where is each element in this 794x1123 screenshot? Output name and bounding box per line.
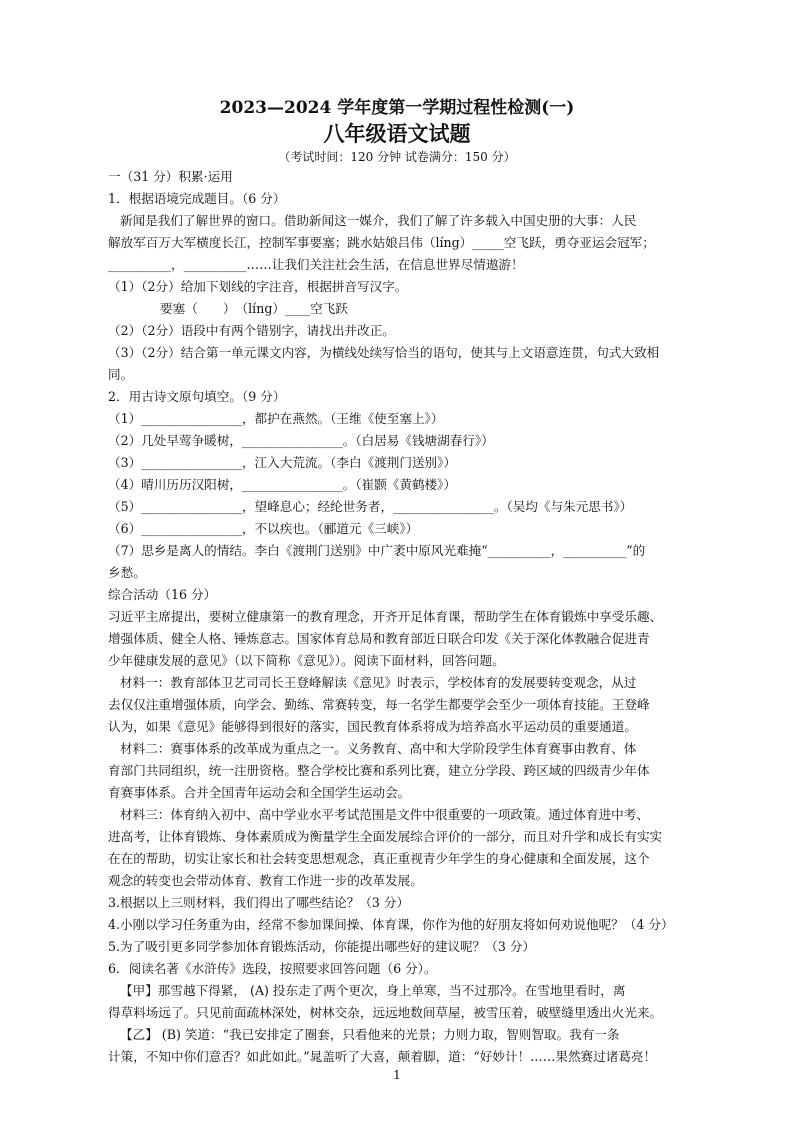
sub-question: （3）（2分）结合第一单元课文内容，为横线处续写恰当的语句，使其与上文语意连贯，句式大致相 <box>108 345 660 360</box>
material-line: 认为，如果《意见》能够得到很好的落实，国民教育体系将成为培养高水平运动员的重要通道。 <box>108 719 637 734</box>
question-5: 5.为了吸引更多同学参加体育锻炼活动，你能提出哪些好的建议呢？（3 分） <box>108 939 536 954</box>
exam-subtitle: 八年级语文试题 <box>323 121 471 146</box>
poem-fill: （6）________________，不以疾也。（郦道元《三峡》） <box>108 521 419 536</box>
excerpt-line: 计策，不知中你们意否？如此如此。”晁盖听了大喜，颠着脚，道：“好妙计！……果然赛过诸葛亮！ <box>108 1049 657 1064</box>
material-line: 在在的帮助，切实让家长和社会转变思想观念，真正重视青少年学生的身心健康和全面发展，这个 <box>108 851 650 866</box>
sub-question: （2）（2分）语段中有两个错别字，请找出并改正。 <box>108 323 395 338</box>
poem-fill: （5）________________，望峰息心；经纶世务者，________________。（吴均《与朱元思书》） <box>108 499 633 514</box>
intro-line: 习近平主席提出，要树立健康第一的教育理念，开齐开足体育课，帮助学生在体育锻炼中享受乐趣、 <box>108 609 663 624</box>
material-line: 材料三：体育纳入初中、高中学业水平考试范围是文件中很重要的一项政策。通过体育进中考、 <box>120 807 649 822</box>
question-6: 6．阅读名著《水浒传》选段，按照要求回答问题（6 分）。 <box>108 961 437 976</box>
intro-line: 增强体质、健全人格、锤炼意志。国家体育总局和教育部近日联合印发《关于深化体教融合促进青 <box>108 631 650 646</box>
material-line: 观念的转变也会带动体育、教育工作进一步的改革发展。 <box>108 873 423 888</box>
poem-fill: （1）________________，都护在燕然。（王维《使至塞上》） <box>108 411 444 426</box>
intro-line: 少年健康发展的意见》（以下简称《意见》）。阅读下面材料，回答问题。 <box>108 653 505 668</box>
poem-fill: （2）几处早莺争暖树，________________。（白居易《钱塘湖春行》） <box>108 433 494 448</box>
passage-line: 解放军百万大军横度长江，控制军事要塞；跳水姑娘吕伟（líng）_____空飞跃，勇夺亚运会冠军； <box>108 235 655 250</box>
question-3: 3.根据以上三则材料，我们得出了哪些结论？（3 分） <box>108 895 410 910</box>
exam-title: 2023—2024 学年度第一学期过程性检测(一) <box>219 98 575 118</box>
section-heading: 综合活动（16 分） <box>108 587 217 602</box>
poem-fill: （4）晴川历历汉阳树，________________。（崔颢《黄鹤楼》） <box>108 477 457 492</box>
material-line: 材料二：赛事体系的改革成为重点之一。义务教育、高中和大学阶段学生体育赛事由教育、体 <box>120 741 637 756</box>
sub-question: 同。 <box>108 367 134 382</box>
material-line: 育部门共同组织，统一注册资格。整合学校比赛和系列比赛，建立分学段、跨区域的四级青少年体 <box>108 763 650 778</box>
question-2: 2．用古诗文原句填空。（9 分） <box>108 389 286 404</box>
page-number: 1 <box>393 1068 401 1082</box>
question-4: 4.小刚以学习任务重为由，经常不参加课间操、体育课，你作为他的好朋友将如何劝说他呢？（4 分） <box>108 917 674 932</box>
excerpt-line: 得草料场远了。只见前面疏林深处，树林交杂，远远地数间草屋，被雪压着，破壁缝里透出火光来。 <box>108 1005 663 1020</box>
exam-info: （考试时间：120 分钟 试卷满分：150 分） <box>278 150 516 164</box>
section-heading: 一（31 分）积累·运用 <box>108 169 233 184</box>
excerpt-line: 【乙】 (B) 笑道：“我已安排定了圈套，只看他来的光景；力则力取，智则智取。我有一条 <box>120 1027 620 1042</box>
question-1: 1．根据语境完成题目。（6 分） <box>108 191 286 206</box>
sub-question: （1）（2分）给加下划线的字注音，根据拼音写汉字。 <box>108 279 408 294</box>
sub-question-item: 要塞（ ） （líng）____空飞跃 <box>160 301 348 316</box>
poem-fill: 乡愁。 <box>108 565 146 580</box>
material-line: 进高考，让体育锻炼、身体素质成为衡量学生全面发展综合评价的一部分，而且对升学和成长有实实 <box>108 829 663 844</box>
material-line: 材料一：教育部体卫艺司司长王登峰解读《意见》时表示，学校体育的发展要转变观念，从过 <box>120 675 637 690</box>
excerpt-line: 【甲】那雪越下得紧， (A) 投东走了两个更次，身上单寒，当不过那冷。在雪地里看时，离 <box>120 983 626 998</box>
poem-fill: （7）思乡是离人的情结。李白《渡荆门送别》中广袤中原风光难掩“__________，__________”的 <box>108 543 646 558</box>
poem-fill: （3）________________，江入大荒流。（李白《渡荆门送别》） <box>108 455 457 470</box>
passage-line: __________，__________……让我们关注社会生活，在信息世界尽情遨游！ <box>108 257 524 272</box>
material-line: 育赛事体系。合并全国青年运动会和全国学生运动会。 <box>108 785 411 800</box>
material-line: 去仅仅注重增强体质，向学会、勤练、常赛转变，每一名学生都要学会至少一项体育技能。王登峰 <box>108 697 650 712</box>
passage-line: 新闻是我们了解世界的窗口。借助新闻这一媒介，我们了解了许多载入中国史册的大事：人民 <box>120 213 637 228</box>
